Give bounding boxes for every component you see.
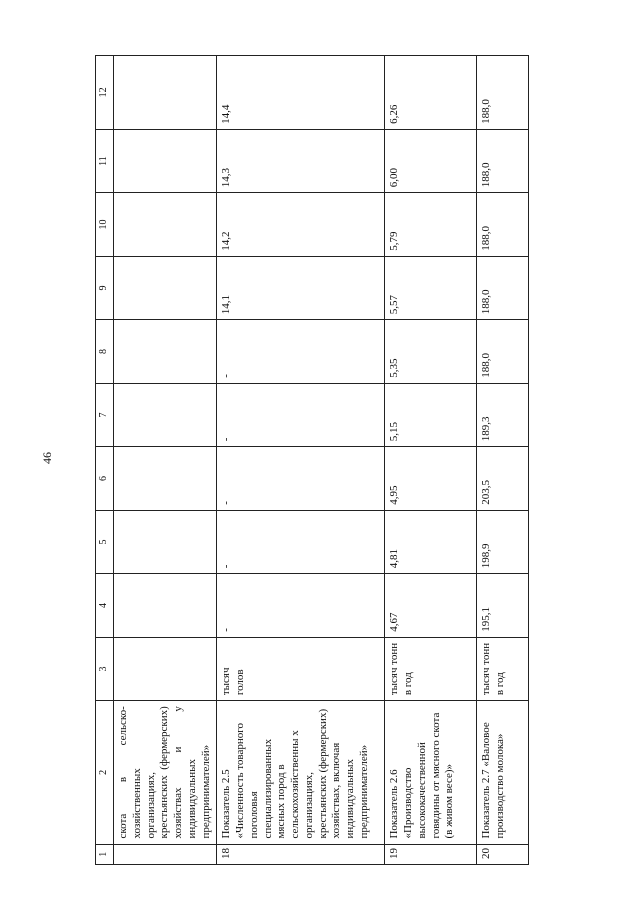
unit-cell: тысяч голов (217, 637, 385, 700)
value-cell: 6,00 (385, 129, 477, 192)
header-cell: 7 (96, 383, 114, 446)
value-cell: 5,79 (385, 193, 477, 256)
header-cell: 6 (96, 447, 114, 510)
page-number: 46 (40, 452, 54, 464)
value-cell (114, 447, 217, 510)
table-header-row (96, 56, 114, 865)
value-cell: 4,81 (385, 510, 477, 573)
value-cell: 14,1 (217, 256, 385, 319)
value-cell: 189,3 (477, 383, 529, 446)
header-cell: 10 (96, 193, 114, 256)
table-row (217, 56, 385, 865)
value-cell: - (217, 383, 385, 446)
value-cell: 188,0 (477, 256, 529, 319)
value-cell (114, 320, 217, 383)
row-number: 19 (385, 844, 477, 864)
value-cell (114, 193, 217, 256)
unit-cell (114, 637, 217, 700)
header-cell: 3 (96, 637, 114, 700)
table-row (477, 56, 529, 865)
value-cell: 14,2 (217, 193, 385, 256)
header-cell: 11 (96, 129, 114, 192)
header-cell: 2 (96, 701, 114, 844)
value-cell (114, 574, 217, 637)
header-cell: 4 (96, 574, 114, 637)
indicators-table (95, 55, 529, 865)
header-cell: 9 (96, 256, 114, 319)
value-cell: 14,4 (217, 56, 385, 130)
value-cell (114, 510, 217, 573)
value-cell: 5,35 (385, 320, 477, 383)
row-number: 18 (217, 844, 385, 864)
value-cell: 198,9 (477, 510, 529, 573)
header-cell: 8 (96, 320, 114, 383)
value-cell: - (217, 320, 385, 383)
value-cell: 188,0 (477, 320, 529, 383)
value-cell: 203,5 (477, 447, 529, 510)
value-cell (114, 129, 217, 192)
value-cell: - (217, 447, 385, 510)
indicator-cell: скота в сельско-хозяйственных организациях, крестьянских (фермерских) хозяйствах и у индивидуальных предпринимателей» (114, 701, 217, 844)
value-cell: 188,0 (477, 193, 529, 256)
indicator-cell: Показатель 2.6 «Производство высококачественной говядины от мясного скота (в живом весе)» (385, 701, 477, 844)
unit-cell: тысяч тонн в год (477, 637, 529, 700)
indicator-cell: Показатель 2.7 «Валовое производство молока» (477, 701, 529, 844)
value-cell (114, 383, 217, 446)
table-row (114, 56, 217, 865)
rotated-table-container (95, 55, 525, 865)
header-cell: 5 (96, 510, 114, 573)
header-cell: 12 (96, 56, 114, 130)
value-cell: - (217, 574, 385, 637)
indicator-cell: Показатель 2.5 «Численность товарного поголовья специализированных мясных пород в сельскохозяйственны х организациях, крестьянских (фермерских) хозяйствах, включая индивидуальных предпринимателей» (217, 701, 385, 844)
value-cell: 188,0 (477, 56, 529, 130)
value-cell: 4,95 (385, 447, 477, 510)
value-cell: 5,15 (385, 383, 477, 446)
unit-cell: тысяч тонн в год (385, 637, 477, 700)
value-cell: - (217, 510, 385, 573)
value-cell: 195,1 (477, 574, 529, 637)
value-cell: 188,0 (477, 129, 529, 192)
header-cell: 1 (96, 844, 114, 864)
value-cell: 6,26 (385, 56, 477, 130)
value-cell: 4,67 (385, 574, 477, 637)
value-cell (114, 56, 217, 130)
row-number: 20 (477, 844, 529, 864)
row-number (114, 844, 217, 864)
value-cell: 14,3 (217, 129, 385, 192)
table-row (385, 56, 477, 865)
value-cell (114, 256, 217, 319)
value-cell: 5,57 (385, 256, 477, 319)
